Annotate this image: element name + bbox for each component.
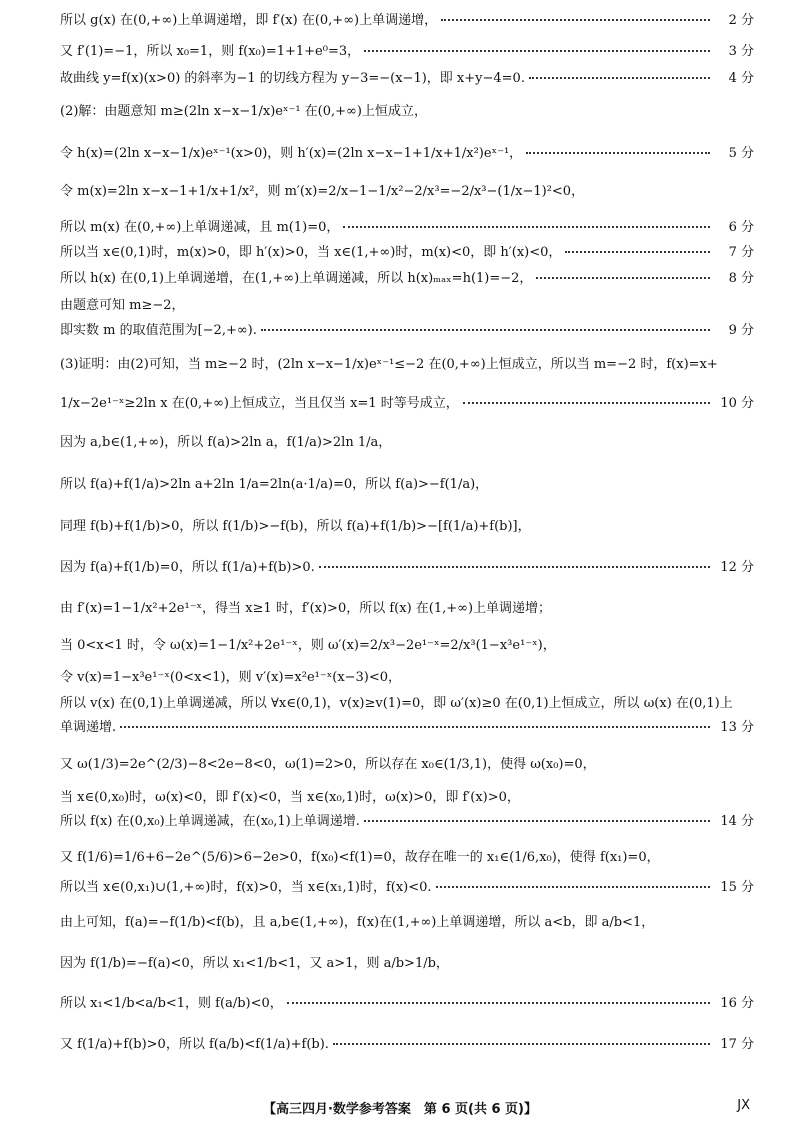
solution-line: 由上可知，f(a)=−f(1/b)<f(b)，且 a,b∈(1,+∞)，f(x)在(1,+∞)上单调递增，所以 a<b，即 a/b<1， [60, 915, 655, 930]
solution-line: (2)解：由题意知 m≥(2ln x−x−1/x)eˣ⁻¹ 在(0,+∞)上恒成立， [60, 104, 427, 119]
score-label: 10 分 [720, 396, 754, 411]
score-label: 16 分 [720, 996, 754, 1011]
solution-line: 所以 v(x) 在(0,1)上单调递减，所以 ∀x∈(0,1)，v(x)≥v(1)=0，即 ω′(x)≥0 在(0,1)上恒成立，所以 ω(x) 在(0,1)上 [60, 696, 733, 711]
solution-line: 即实数 m 的取值范围为[−2,+∞). 9 分 [60, 323, 754, 338]
score-label: 12 分 [720, 560, 754, 575]
score-label: 4 分 [728, 71, 754, 86]
footer-title: 【高三四月·数学参考答案 第 6 页(共 6 页)】 [262, 1102, 538, 1117]
solution-line: 所以 h(x) 在(0,1)上单调递增，在(1,+∞)上单调递减，所以 h(x)ₘₐₓ=h(1)=−2， 8 分 [60, 271, 754, 286]
solution-line: 由 f′(x)=1−1/x²+2e¹⁻ˣ，得当 x≥1 时，f′(x)>0，所以 f(x) 在(1,+∞)上单调递增； [60, 601, 552, 616]
solution-line: 所以 x₁<1/b<a/b<1，则 f(a/b)<0， 16 分 [60, 996, 754, 1011]
solution-line: 令 h(x)=(2ln x−x−1/x)eˣ⁻¹(x>0)，则 h′(x)=(2ln x−x−1+1/x+1/x²)eˣ⁻¹， 5 分 [60, 146, 754, 161]
solution-line: 令 m(x)=2ln x−x−1+1/x+1/x²，则 m′(x)=2/x−1−1/x²−2/x³=−2/x³−(1/x−1)²<0， [60, 184, 585, 199]
solution-line: 所以 f(a)+f(1/a)>2ln a+2ln 1/a=2ln(a·1/a)=0，所以 f(a)>−f(1/a)， [60, 477, 489, 492]
score-label: 9 分 [728, 323, 754, 338]
solution-line: 令 v(x)=1−x³e¹⁻ˣ(0<x<1)，则 v′(x)=x²e¹⁻ˣ(x−3)<0， [60, 670, 402, 685]
solution-line: 又 f(1/6)=1/6+6−2e^(5/6)>6−2e>0，f(x₀)<f(1)=0，故存在唯一的 x₁∈(1/6,x₀)，使得 f(x₁)=0， [60, 850, 660, 865]
solution-line: 所以 f(x) 在(0,x₀)上单调递减，在(x₀,1)上单调递增. 14 分 [60, 814, 754, 829]
solution-line: (3)证明：由(2)可知，当 m≥−2 时，(2ln x−x−1/x)eˣ⁻¹≤−2 在(0,+∞)上恒成立，所以当 m=−2 时，f(x)=x+ [60, 357, 718, 372]
score-label: 6 分 [728, 220, 754, 235]
score-label: 8 分 [728, 271, 754, 286]
solution-line: 单调递增. 13 分 [60, 720, 754, 735]
score-label: 2 分 [728, 13, 754, 28]
solution-line: 又 f′(1)=−1，所以 x₀=1，则 f(x₀)=1+1+e⁰=3， 3 分 [60, 44, 754, 59]
solution-line: 所以当 x∈(0,1)时，m(x)>0，即 h′(x)>0，当 x∈(1,+∞)时，m(x)<0，即 h′(x)<0， 7 分 [60, 245, 754, 260]
score-label: 17 分 [720, 1037, 754, 1052]
solution-line: 故曲线 y=f(x)(x>0) 的斜率为−1 的切线方程为 y−3=−(x−1)，即 x+y−4=0. 4 分 [60, 71, 754, 86]
solution-line: 因为 f(1/b)=−f(a)<0，所以 x₁<1/b<1，又 a>1，则 a/b>1/b， [60, 956, 449, 971]
solution-line: 同理 f(b)+f(1/b)>0，所以 f(1/b)>−f(b)，所以 f(a)+f(1/b)>−[f(1/a)+f(b)]， [60, 519, 531, 534]
footer-code: JX [737, 1098, 750, 1113]
solution-line: 因为 a,b∈(1,+∞)，所以 f(a)>2ln a，f(1/a)>2ln 1/a， [60, 435, 392, 450]
solution-line: 又 f(1/a)+f(b)>0，所以 f(a/b)<f(1/a)+f(b). 17 分 [60, 1037, 754, 1052]
score-label: 14 分 [720, 814, 754, 829]
score-label: 3 分 [728, 44, 754, 59]
score-label: 15 分 [720, 880, 754, 895]
solution-line: 所以当 x∈(0,x₁)∪(1,+∞)时，f(x)>0，当 x∈(x₁,1)时，f(x)<0. 15 分 [60, 880, 754, 895]
solution-line: 1/x−2e¹⁻ˣ≥2ln x 在(0,+∞)上恒成立，当且仅当 x=1 时等号成立， 10 分 [60, 396, 754, 411]
solution-line: 又 ω(1/3)=2e^(2/3)−8<2e−8<0，ω(1)=2>0，所以存在 x₀∈(1/3,1)，使得 ω(x₀)=0， [60, 757, 596, 772]
score-label: 5 分 [728, 146, 754, 161]
score-label: 7 分 [728, 245, 754, 260]
solution-line: 所以 m(x) 在(0,+∞)上单调递减，且 m(1)=0， 6 分 [60, 220, 754, 235]
solution-line: 当 x∈(0,x₀)时，ω(x)<0，即 f′(x)<0，当 x∈(x₀,1)时，ω(x)>0，即 f′(x)>0， [60, 790, 520, 805]
solution-line: 当 0<x<1 时，令 ω(x)=1−1/x²+2e¹⁻ˣ，则 ω′(x)=2/x³−2e¹⁻ˣ=2/x³(1−x³e¹⁻ˣ)， [60, 638, 556, 653]
solution-line: 由题意可知 m≥−2， [60, 298, 185, 313]
score-label: 13 分 [720, 720, 754, 735]
solution-line: 因为 f(a)+f(1/b)=0，所以 f(1/a)+f(b)>0. 12 分 [60, 560, 754, 575]
solution-line: 所以 g(x) 在(0,+∞)上单调递增，即 f′(x) 在(0,+∞)上单调递增， 2 分 [60, 13, 754, 28]
